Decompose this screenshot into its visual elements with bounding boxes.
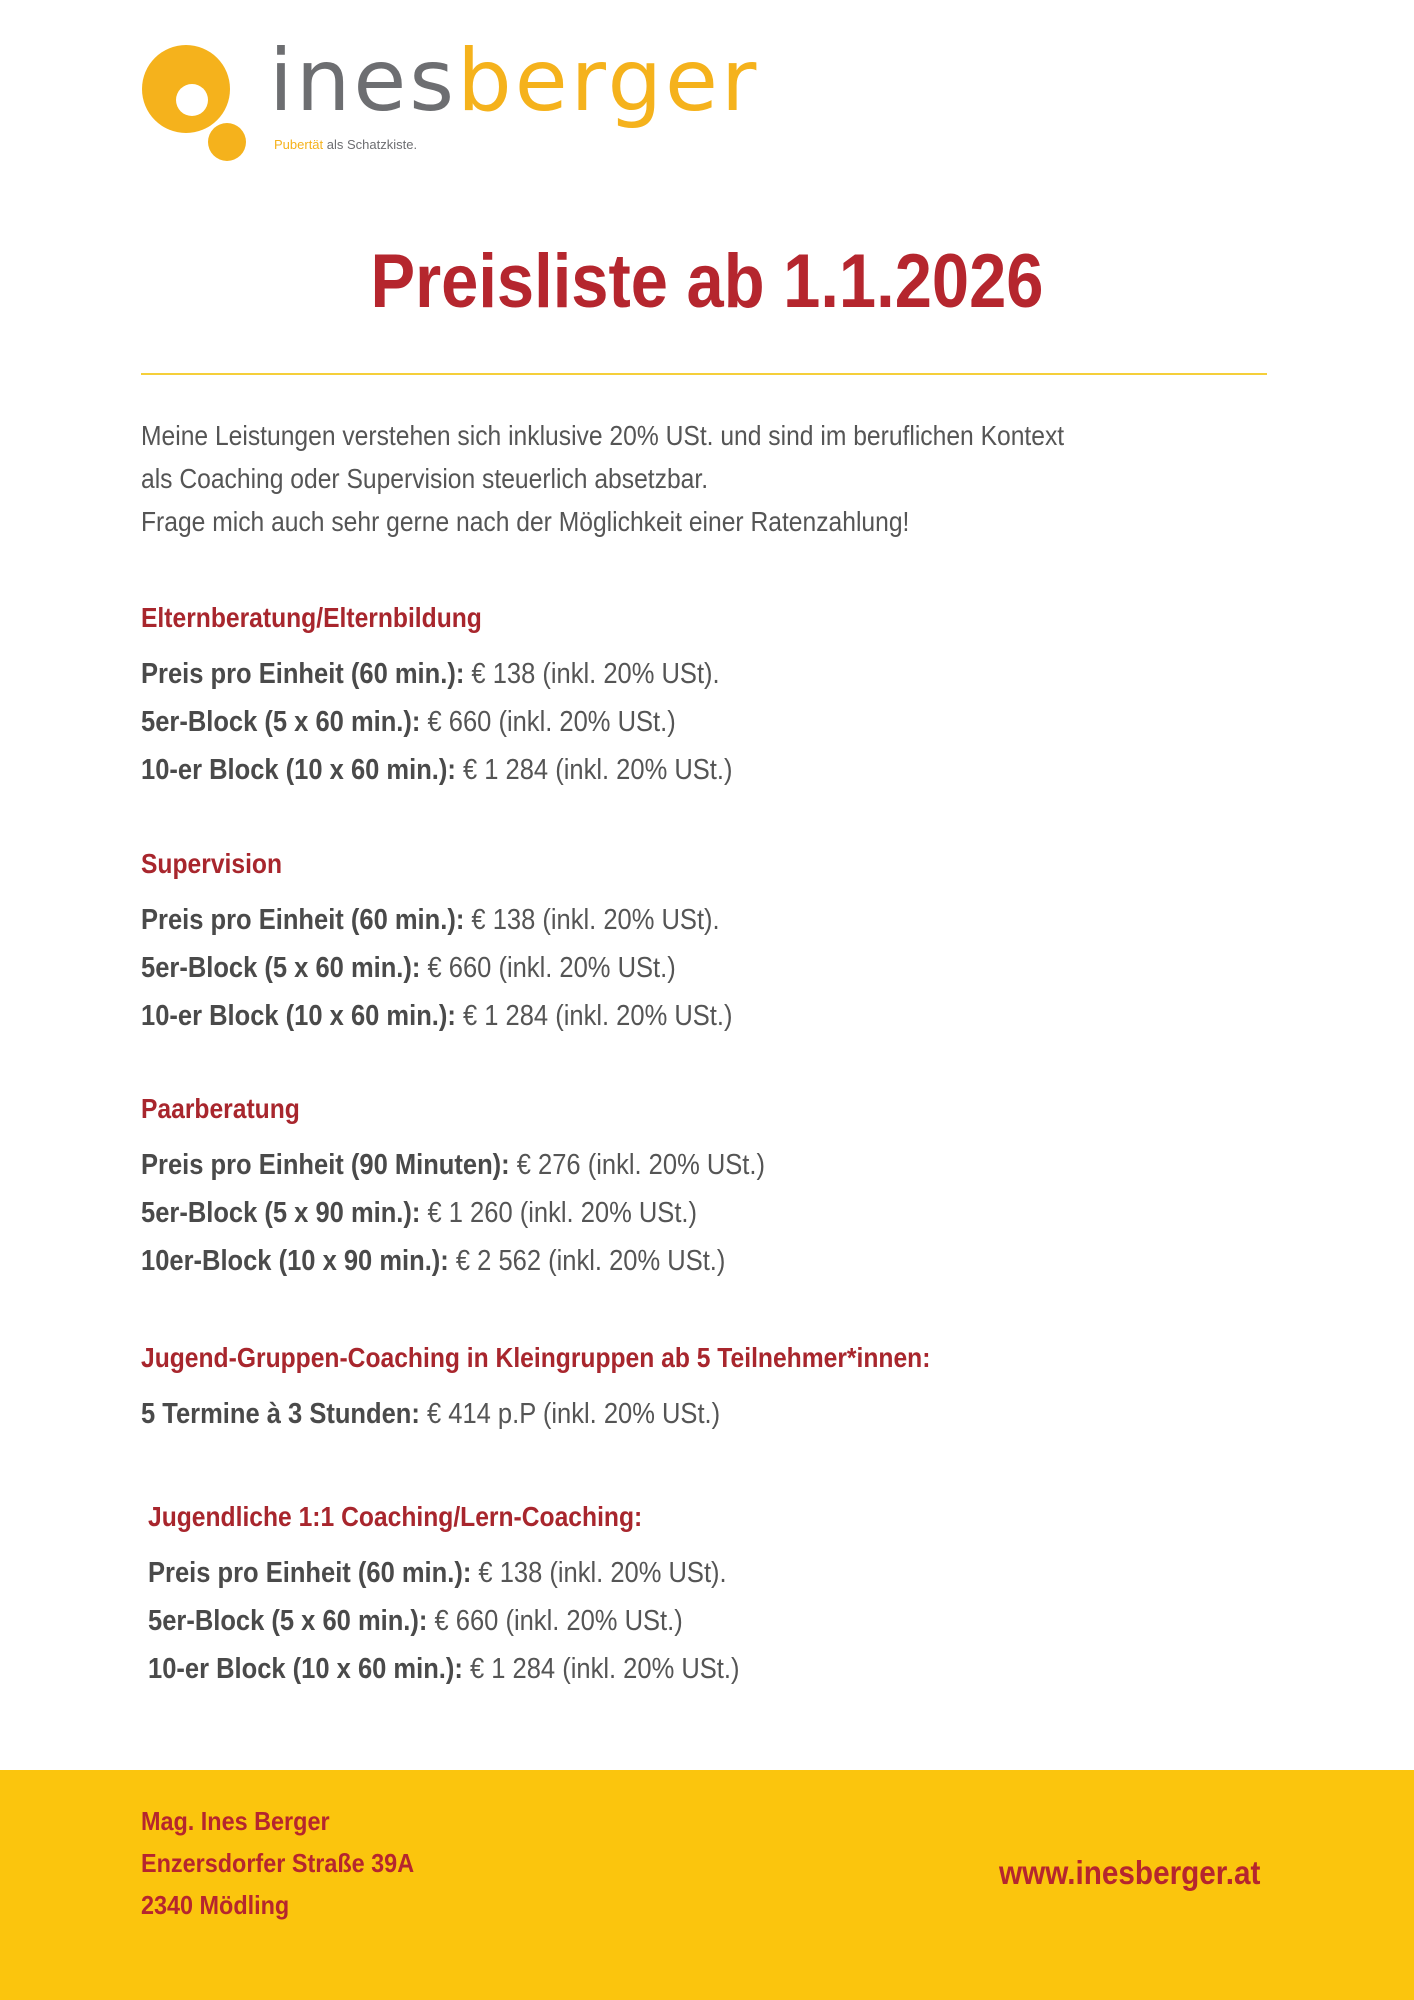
footer-street: Enzersdorfer Straße 39A [141, 1848, 415, 1878]
price-line: 10er-Block (10 x 90 min.): € 2 562 (inkl. 20% USt.) [141, 1245, 726, 1277]
section-elternberatung [141, 600, 1162, 794]
price-line: 5er-Block (5 x 60 min.): € 660 (inkl. 20% USt.) [141, 706, 676, 738]
intro-text [141, 414, 1162, 543]
footer-city: 2340 Mödling [141, 1890, 290, 1920]
intro-line: als Coaching oder Supervision steuerlich absetzbar. [141, 463, 709, 494]
section-title: Elternberatung/Elternbildung [141, 602, 482, 633]
footer-address [141, 1800, 414, 1926]
price-line: Preis pro Einheit (60 min.): € 138 (inkl. 20% USt). [148, 1557, 727, 1589]
price-line: 10-er Block (10 x 60 min.): € 1 284 (inkl. 20% USt.) [141, 1000, 733, 1032]
intro-line: Meine Leistungen verstehen sich inklusive 20% USt. und sind im beruflichen Kontext [141, 420, 1065, 451]
section-jugendliche-coaching [148, 1499, 1169, 1693]
logo-circles-icon [141, 44, 251, 164]
price-line: Preis pro Einheit (60 min.): € 138 (inkl. 20% USt). [141, 658, 720, 690]
price-line: 5er-Block (5 x 60 min.): € 660 (inkl. 20% USt.) [141, 952, 676, 984]
intro-line: Frage mich auch sehr gerne nach der Möglichkeit einer Ratenzahlung! [141, 506, 910, 537]
price-line: 10-er Block (10 x 60 min.): € 1 284 (inkl. 20% USt.) [141, 754, 733, 786]
website-link[interactable]: www.inesberger.at [998, 1854, 1260, 1891]
section-title: Jugendliche 1:1 Coaching/Lern-Coaching: [148, 1501, 643, 1532]
footer-bar [0, 1770, 1414, 2000]
logo-wordmark: inesberger [269, 31, 760, 131]
footer-name: Mag. Ines Berger [141, 1806, 330, 1836]
price-line: 5 Termine à 3 Stunden: € 414 p.P (inkl. 20% USt.) [141, 1398, 721, 1430]
price-line: 5er-Block (5 x 90 min.): € 1 260 (inkl. 20% USt.) [141, 1197, 698, 1229]
section-title: Jugend-Gruppen-Coaching in Kleingruppen ab 5 Teilnehmer*innen: [141, 1342, 931, 1373]
brand-logo [141, 31, 760, 164]
page-title: Preisliste ab 1.1.2026 [370, 239, 1044, 324]
section-jugend-gruppen-coaching [141, 1340, 1162, 1438]
section-paarberatung [141, 1091, 1162, 1285]
price-line: 10-er Block (10 x 60 min.): € 1 284 (inkl. 20% USt.) [148, 1653, 740, 1685]
section-supervision [141, 846, 1162, 1040]
price-line: Preis pro Einheit (90 Minuten): € 276 (inkl. 20% USt.) [141, 1149, 765, 1181]
section-title: Paarberatung [141, 1093, 300, 1124]
title-divider [141, 373, 1267, 375]
price-line: 5er-Block (5 x 60 min.): € 660 (inkl. 20% USt.) [148, 1605, 683, 1637]
price-line: Preis pro Einheit (60 min.): € 138 (inkl. 20% USt). [141, 904, 720, 936]
logo-tagline: Pubertät als Schatzkiste. [274, 137, 418, 152]
section-title: Supervision [141, 848, 283, 879]
